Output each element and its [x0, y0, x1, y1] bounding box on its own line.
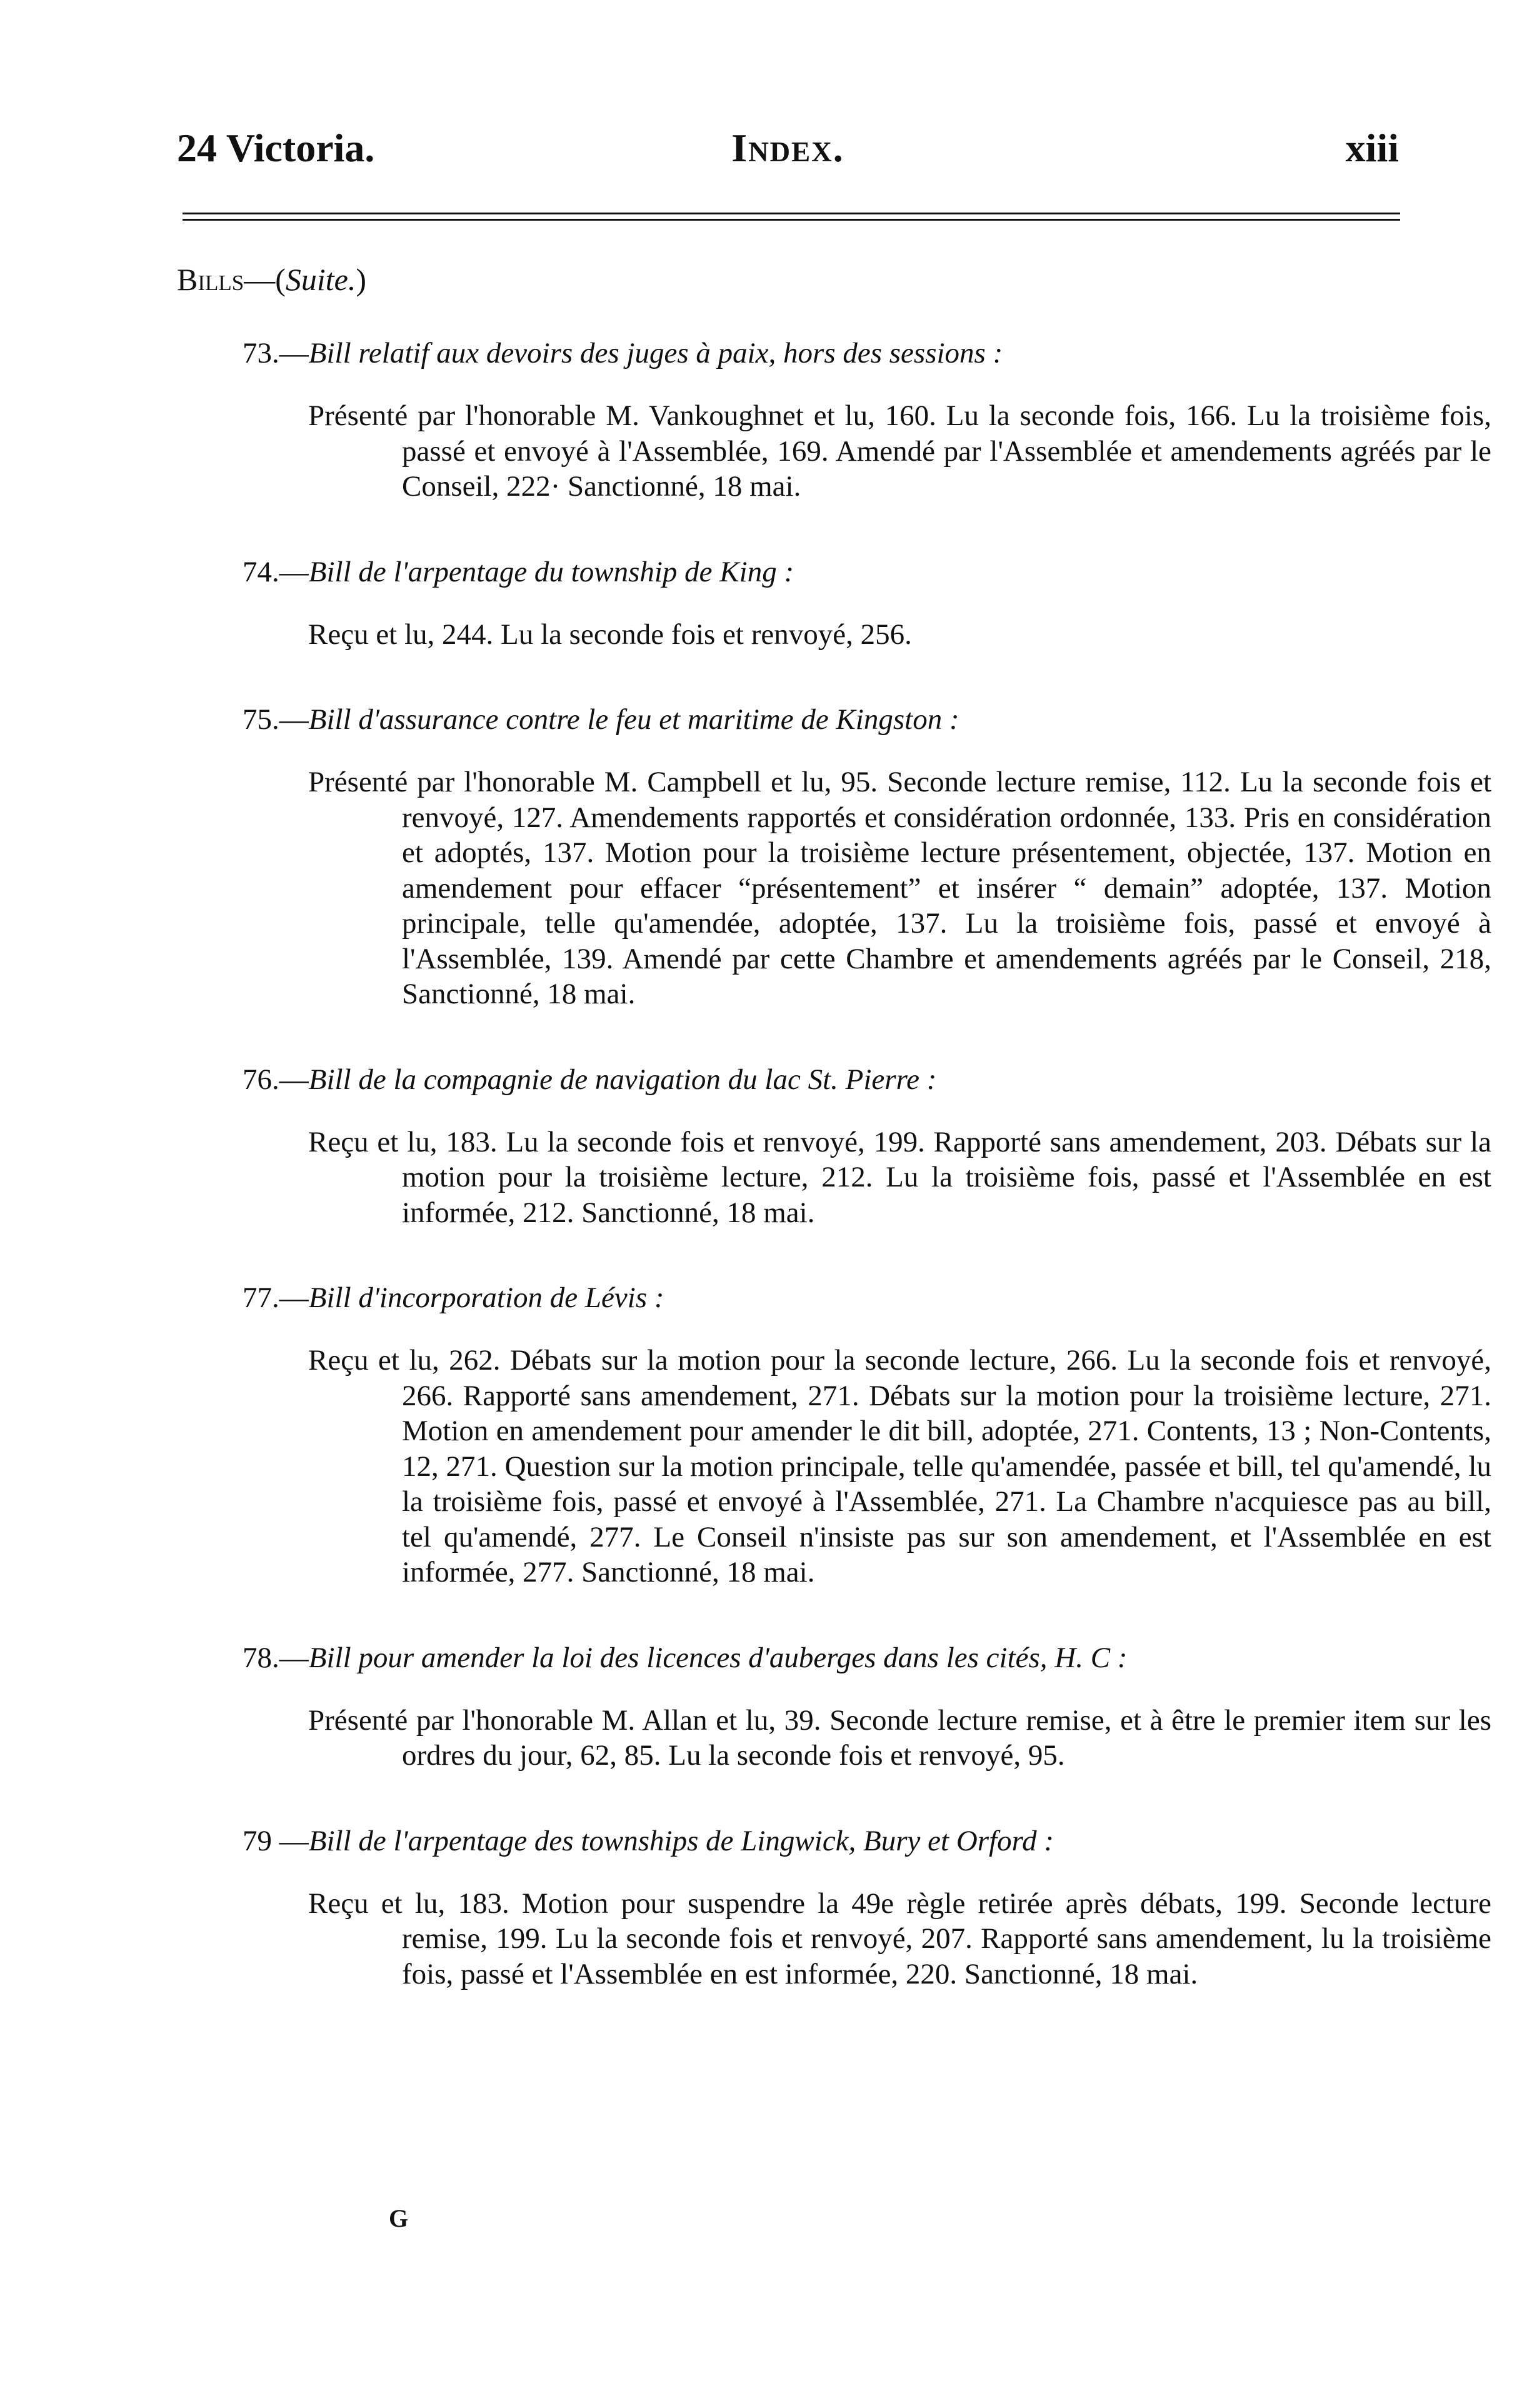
bill-heading	[243, 1061, 1522, 1098]
bill-entry-75	[0, 701, 1522, 1012]
bill-proceedings: Reçu et lu, 244. Lu la seconde fois et renvoyé, 256.	[308, 618, 912, 651]
bill-title: Bill de l'arpentage du township de King :	[308, 555, 794, 588]
header-double-rule	[183, 213, 1400, 221]
bill-proceedings: Reçu et lu, 262. Débats sur la motion pour la seconde lecture, 266. Lu la seconde fois et renvoyé, 266. Rapporté sans amendement, 271. Débats sur la motion pour la troisième lecture, 271. Motion en amendement pour amender le dit bill, adoptée, 271. Contents, 13 ; Non-Contents, 12, 271. Question sur la motion principale, telle qu'amendée, passée et bill, tel qu'amendé, lu la troisième fois, passé et envoyé à l'Assemblée, 271. La Chambre n'acquiesce pas au bill, tel qu'amendé, 277. Le Conseil n'insiste pas sur son amendement, et l'Assemblée en est informée, 277. Sanctionné, 18 mai.	[308, 1344, 1491, 1588]
bill-proceedings: Reçu et lu, 183. Motion pour suspendre la 49e règle retirée après débats, 199. Seconde lecture remise, 199. Lu la seconde fois et renvoyé, 207. Rapporté sans amendement, lu la troisième fois, passé et l'Assemblée en est informée, 220. Sanctionné, 18 mai.	[308, 1887, 1491, 1990]
bill-entry-76	[0, 1061, 1522, 1231]
bill-number: 76.—	[243, 1063, 309, 1096]
section-dash: —(	[244, 262, 286, 297]
header-page-number: xiii	[1345, 126, 1399, 170]
bill-title: Bill d'incorporation de Lévis :	[308, 1282, 664, 1314]
bill-heading	[243, 334, 1522, 372]
bill-proceedings: Présenté par l'honorable M. Vankoughnet et lu, 160. Lu la seconde fois, 166. Lu la troisième fois, passé et envoyé à l'Assemblée, 169. Amendé par l'Assemblée et amendements agréés par le Conseil, 222· Sanctionné, 18 mai.	[308, 399, 1491, 503]
bill-entries	[0, 334, 1522, 2040]
bill-heading	[243, 1639, 1522, 1677]
header-title: Index.	[731, 126, 844, 170]
running-head	[177, 125, 1399, 181]
bill-proceedings: Reçu et lu, 183. Lu la seconde fois et renvoyé, 199. Rapporté sans amendement, 203. Débats sur la motion pour la troisième lecture, 212. Lu la troisième fois, passé et l'Assemblée en est informée, 212. Sanctionné, 18 mai.	[308, 1125, 1491, 1229]
bill-heading	[243, 553, 1522, 591]
section-heading	[177, 261, 366, 298]
bill-title: Bill relatif aux devoirs des juges à paix, hors des sessions :	[308, 337, 1003, 369]
bill-number: 75.—	[243, 703, 309, 736]
bill-number: 79 —	[243, 1824, 309, 1857]
bill-number: 73.—	[243, 337, 309, 369]
bill-entry-74	[0, 553, 1522, 653]
signature-mark: G	[389, 2204, 409, 2232]
section-continuation: Suite.	[285, 262, 356, 297]
bill-proceedings: Présenté par l'honorable M. Campbell et lu, 95. Seconde lecture remise, 112. Lu la seconde fois et renvoyé, 127. Amendements rapportés et considération ordonnée, 133. Pris en considération et adoptés, 137. Motion pour la troisième lecture présentement, objectée, 137. Motion en amendement pour effacer “présentement” et insérer “ demain” adoptée, 137. Motion principale, telle qu'amendée, adoptée, 137. Lu la troisième fois, passé et envoyé à l'Assemblée, 139. Amendé par cette Chambre et amendements agréés par le Conseil, 218, Sanctionné, 18 mai.	[308, 766, 1491, 1010]
header-volume: 24 Victoria.	[177, 126, 375, 170]
bill-heading	[243, 701, 1522, 738]
bill-entry-77	[0, 1279, 1522, 1590]
bill-title: Bill de la compagnie de navigation du lac St. Pierre :	[308, 1063, 937, 1096]
bill-proceedings: Présenté par l'honorable M. Allan et lu, 39. Seconde lecture remise, et à être le premier item sur les ordres du jour, 62, 85. Lu la seconde fois et renvoyé, 95.	[308, 1703, 1491, 1772]
bill-entry-78	[0, 1639, 1522, 1773]
bill-number: 77.—	[243, 1282, 309, 1314]
section-close: )	[356, 262, 367, 297]
bill-entry-73	[0, 334, 1522, 504]
bill-number: 78.—	[243, 1641, 309, 1674]
bill-title: Bill d'assurance contre le feu et maritime de Kingston :	[308, 703, 959, 736]
bill-heading	[243, 1279, 1522, 1317]
bill-heading	[243, 1822, 1522, 1860]
bill-title: Bill de l'arpentage des townships de Lingwick, Bury et Orford :	[308, 1824, 1054, 1857]
bill-number: 74.—	[243, 555, 309, 588]
bill-entry-79	[0, 1822, 1522, 1992]
section-label: Bills	[177, 262, 244, 297]
bill-title: Bill pour amender la loi des licences d'auberges dans les cités, H. C :	[308, 1641, 1128, 1674]
